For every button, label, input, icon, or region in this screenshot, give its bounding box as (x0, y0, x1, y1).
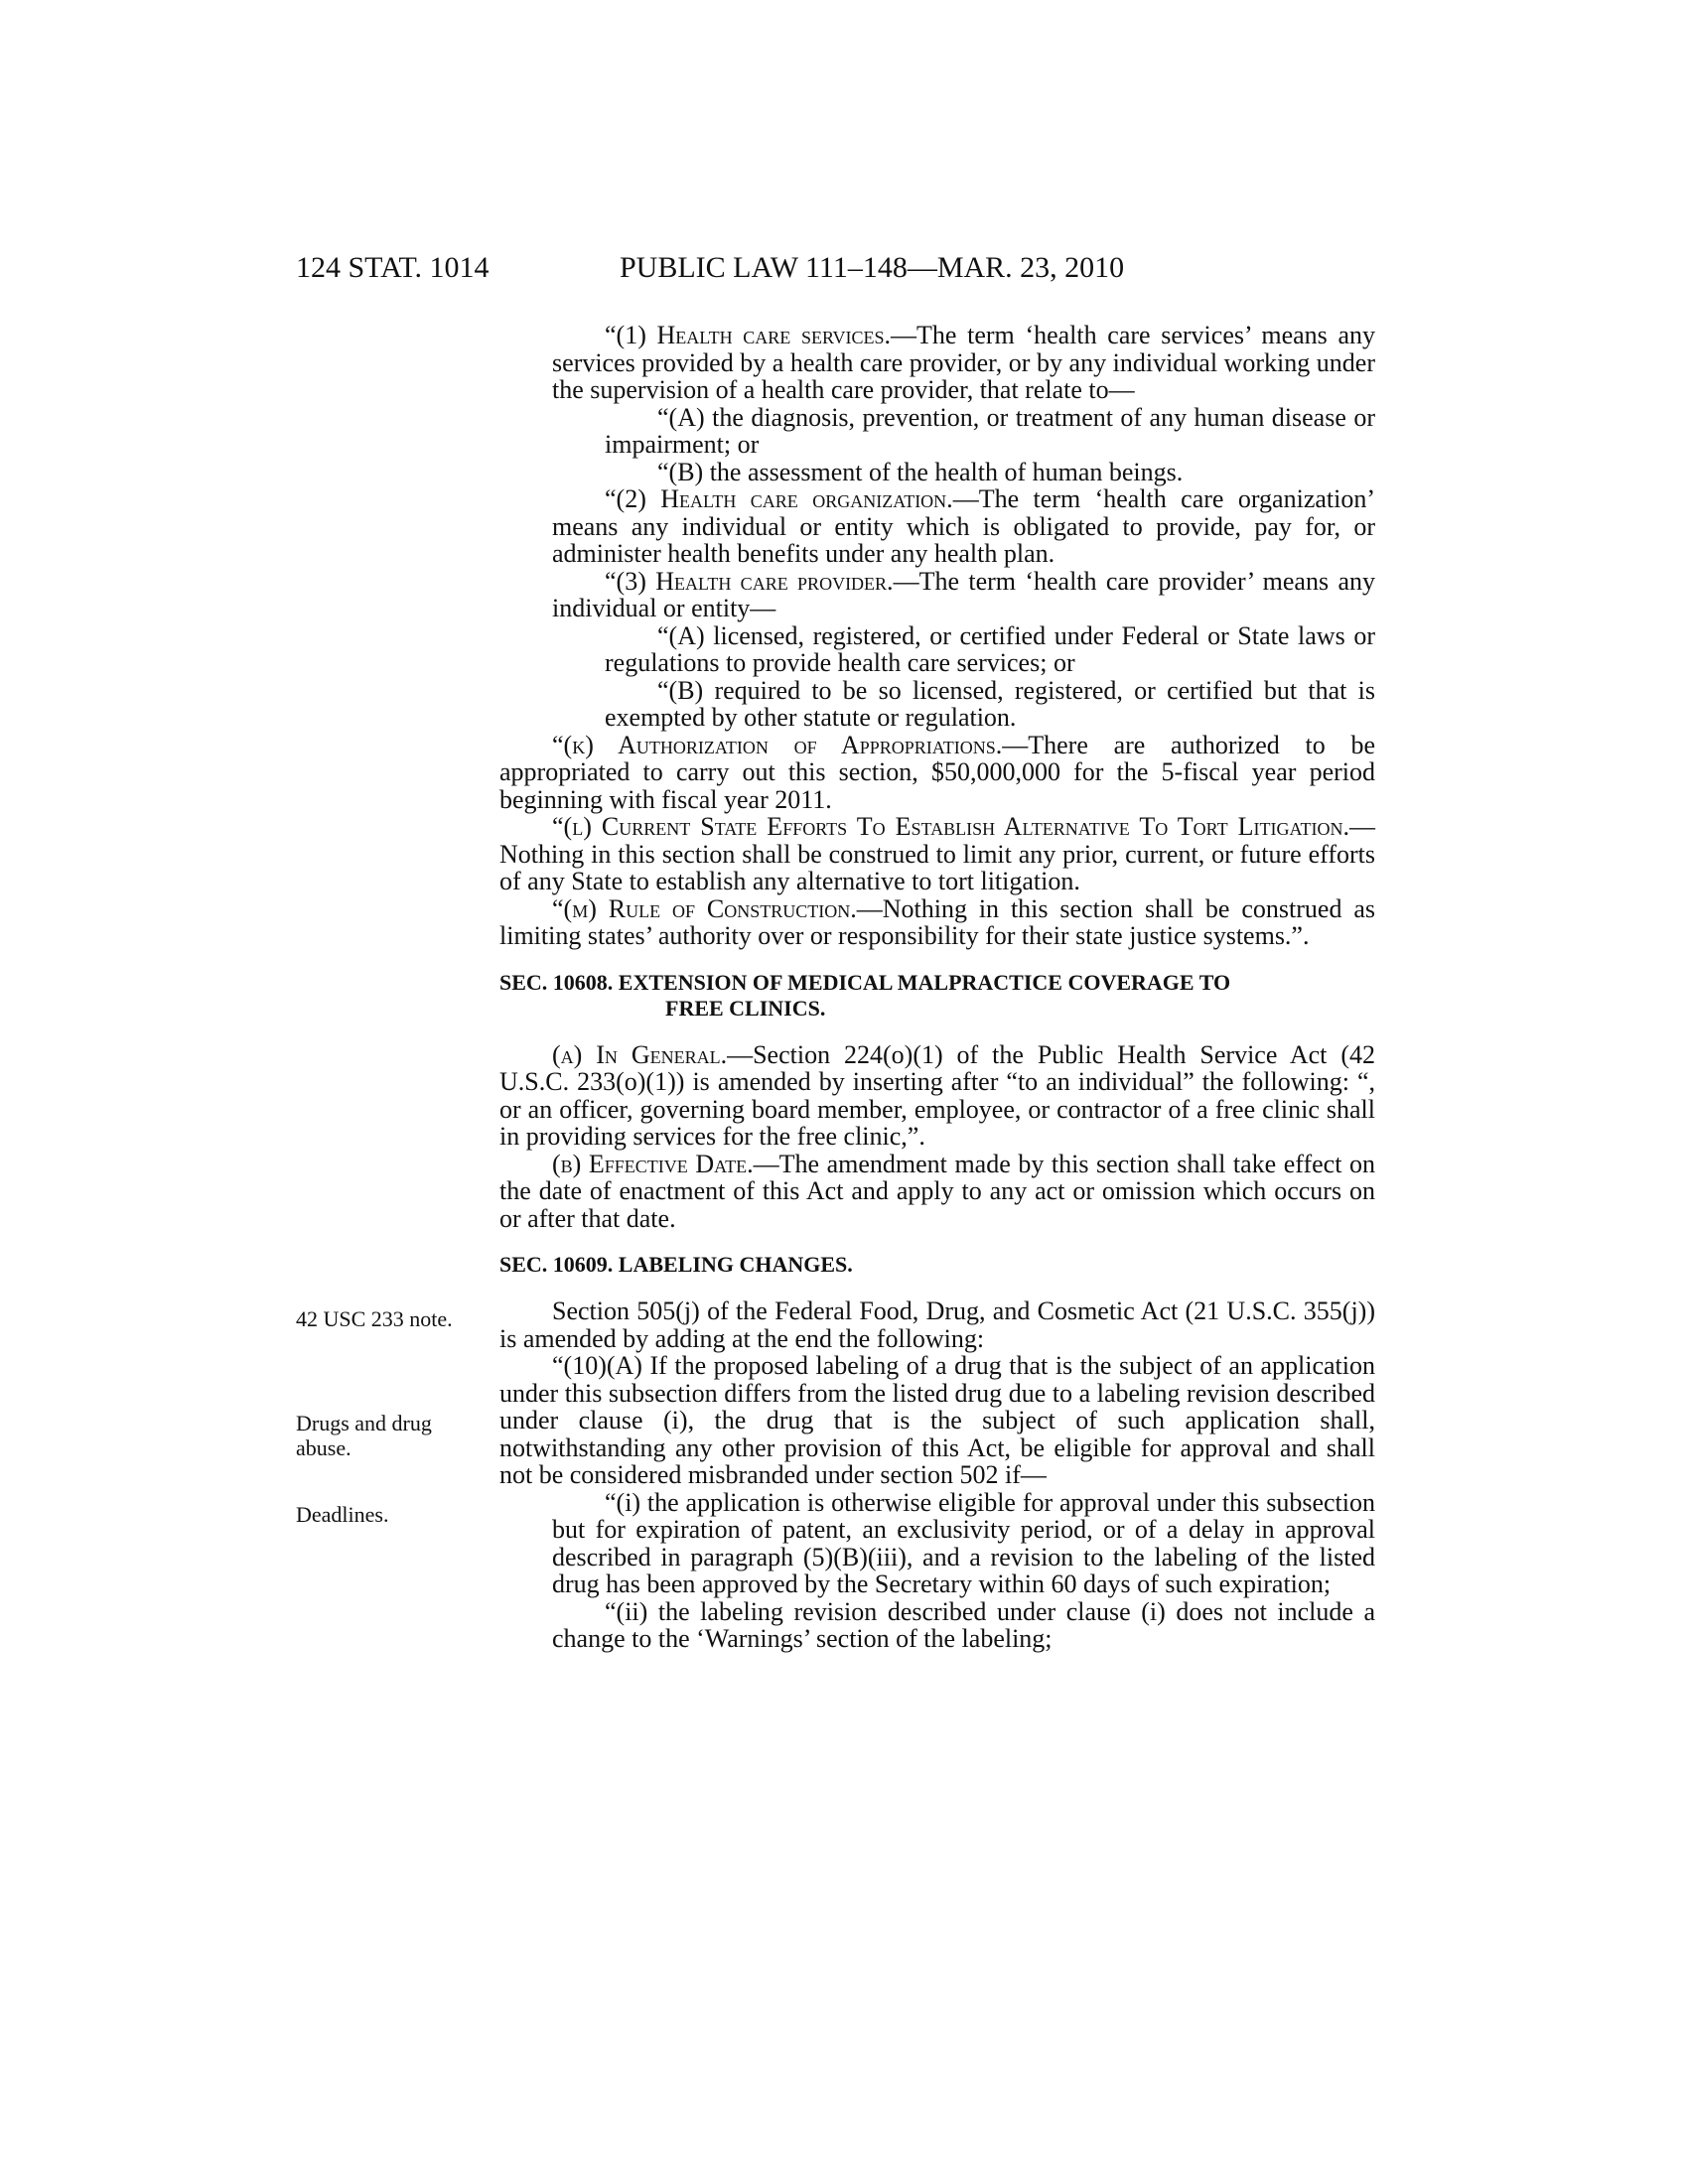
margin-note-usc: 42 USC 233 note. (296, 1306, 453, 1331)
section-10608-title-line2: FREE CLINICS. (665, 995, 826, 1021)
text-rule-of-construction: —Nothing in this section shall be construed as limiting states’ authority over or responsibility for their state justice systems.”. (499, 893, 1375, 950)
heading-health-care-provider: “(3) Health care provider. (605, 566, 894, 596)
heading-health-care-services: “(1) Health care services. (605, 321, 892, 349)
section-heading-10608 (499, 970, 1375, 1022)
subsection-m (499, 895, 1375, 950)
heading-in-general: (a) In General. (552, 1039, 728, 1069)
paragraph-10a: “(10)(A) If the proposed labeling of a drug that is the subject of an application under this subsection differs from the listed drug due to a labeling revision described under clause (i), the drug that is the subject of such application shall, notwithstanding any other provision of this Act, be eligible for approval and shall not be considered misbranded under section 502 if— (499, 1351, 1375, 1489)
subsection-k (499, 732, 1375, 814)
paragraph-health-care-organization (499, 485, 1375, 568)
section-10609-intro: Section 505(j) of the Federal Food, Drug, and Cosmetic Act (21 U.S.C. 355(j)) is amended by adding at the end the following: (499, 1297, 1375, 1353)
text-health-care-provider: —The term ‘health care provider’ means any individual or entity— (552, 566, 1375, 622)
margin-note-deadlines: Deadlines. (296, 1502, 389, 1527)
text-health-care-services: —The term ‘health care services’ means any services provided by a health care provider, or by any individual working under the supervision of a health care provider, that relate to— (552, 321, 1375, 404)
page-body (499, 322, 1375, 1653)
text-effective-date: —The amendment made by this section shall take effect on the date of enactment of this Act and apply to any act or omission which occurs on or after that date. (499, 1149, 1375, 1233)
subsection-l (499, 813, 1375, 895)
subparagraph-1a: “(A) the diagnosis, prevention, or treatment of any human disease or impairment; or (605, 402, 1375, 459)
heading-effective-date: (b) Effective Date. (552, 1149, 754, 1178)
paragraph-health-care-services (499, 322, 1375, 404)
text-current-state-efforts: —Nothing in this section shall be construed to limit any prior, current, or future efforts of any State to establish any alternative to tort litigation. (499, 812, 1375, 895)
clause-i: “(i) the application is otherwise eligible for approval under this subsection but for expiration of patent, an exclusivity period, or of a delay in approval described in paragraph (5)(B)(iii), and a revision to the labeling of the listed drug has been approved by the Secretary within 60 days of such expiration; (552, 1487, 1375, 1598)
section-10609-title: SEC. 10609. LABELING CHANGES. (499, 1252, 853, 1277)
subsection-b-effective-date (499, 1151, 1375, 1233)
public-law-title: PUBLIC LAW 111–148—MAR. 23, 2010 (620, 251, 1125, 284)
heading-current-state-efforts: “(l) Current State Efforts To Establish Alternative To Tort Litigation. (552, 812, 1349, 841)
heading-authorization: “(k) Authorization of Appropriations. (552, 730, 1003, 759)
heading-health-care-organization: “(2) Health care organization. (605, 484, 953, 513)
text-in-general: —Section 224(o)(1) of the Public Health Service Act (42 U.S.C. 233(o)(1)) is amended by inserting after “to an individual” the following: “, or an officer, governing board member, employee, or contractor of a free clinic shall in providing services for the free clinic,”. (499, 1039, 1375, 1151)
clause-ii: “(ii) the labeling revision described under clause (i) does not include a change to the ‘Warnings’ section of the labeling; (552, 1596, 1375, 1653)
section-heading-10609 (499, 1252, 1375, 1278)
statute-page-number: 124 STAT. 1014 (296, 251, 490, 284)
text-health-care-organization: —The term ‘health care organization’ means any individual or entity which is obligated to provide, pay for, or administer health benefits under any health plan. (552, 484, 1375, 568)
margin-note-drugs: Drugs and drug abuse. (296, 1411, 432, 1460)
section-10608-title-line1: SEC. 10608. EXTENSION OF MEDICAL MALPRACTICE COVERAGE TO (499, 969, 1231, 995)
subsection-a-in-general (499, 1041, 1375, 1151)
paragraph-health-care-provider (499, 568, 1375, 622)
subparagraph-3b: “(B) required to be so licensed, registered, or certified but that is exempted by other statute or regulation. (605, 675, 1375, 732)
running-header (0, 251, 1688, 291)
text-authorization: —There are authorized to be appropriated to carry out this section, $50,000,000 for the 5-fiscal year period beginning with fiscal year 2011. (499, 730, 1375, 814)
heading-rule-of-construction: “(m) Rule of Construction. (552, 893, 857, 923)
subparagraph-1b: “(B) the assessment of the health of human beings. (657, 457, 1184, 486)
subparagraph-3a: “(A) licensed, registered, or certified under Federal or State laws or regulations to provide health care services; or (605, 620, 1375, 677)
